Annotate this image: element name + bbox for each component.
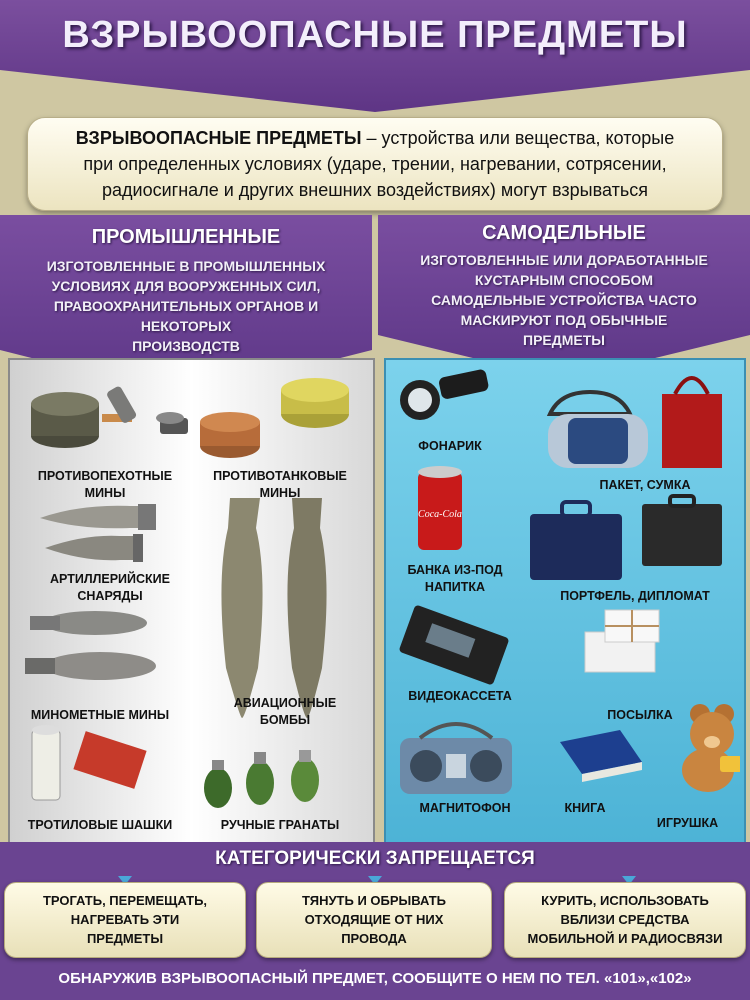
label-line: БАНКА ИЗ-ПОД <box>407 563 503 577</box>
label-recorder: МАГНИТОФОН <box>419 801 511 815</box>
box-line: НАГРЕВАТЬ ЭТИ <box>70 912 180 927</box>
industrial-desc-line: УСЛОВИЯХ ДЛЯ ВООРУЖЕННЫХ СИЛ, <box>51 278 321 294</box>
forbidden-box-1 <box>4 882 246 958</box>
radio-icon <box>400 724 512 794</box>
label-line: МИНЫ <box>259 486 301 500</box>
shell-icon <box>40 504 156 562</box>
forbidden-box-2 <box>256 882 492 958</box>
box-line: ПРЕДМЕТЫ <box>86 931 164 946</box>
industrial-desc-line: ИЗГОТОВЛЕННЫЕ В ПРОМЫШЛЕННЫХ <box>46 258 326 274</box>
industrial-description <box>0 256 372 356</box>
label-mortar: МИНОМЕТНЫЕ МИНЫ <box>30 708 170 722</box>
homemade-heading: САМОДЕЛЬНЫЕ <box>482 222 646 244</box>
shell-icon <box>25 611 156 680</box>
label-briefcase: ПОРТФЕЛЬ, ДИПЛОМАТ <box>560 589 710 603</box>
homemade-desc-line: МАСКИРУЮТ ПОД ОБЫЧНЫЕ <box>460 312 668 328</box>
bag-icon <box>548 378 722 468</box>
box-line: КУРИТЬ, ИСПОЛЬЗОВАТЬ <box>541 893 709 908</box>
label-bombs <box>200 695 370 729</box>
forbidden-heading: КАТЕГОРИЧЕСКИ ЗАПРЕЩАЕТСЯ <box>215 848 535 869</box>
label-antitank <box>190 468 370 502</box>
label-line: ПРОТИВОПЕХОТНЫЕ <box>37 469 173 483</box>
label-parcel: ПОСЫЛКА <box>607 708 673 722</box>
homemade-desc-line: ПРЕДМЕТЫ <box>523 332 605 348</box>
page-title: ВЗРЫВООПАСНЫЕ ПРЕДМЕТЫ <box>62 14 688 56</box>
label-cassette: ВИДЕОКАССЕТА <box>408 689 512 703</box>
tnt-icon <box>32 725 147 800</box>
label-artillery <box>20 571 200 605</box>
definition-line-3: радиосигнале и других внешних воздействиях) могут взрываться <box>102 180 648 200</box>
mine-icon <box>200 378 349 458</box>
label-line: БОМБЫ <box>259 713 311 727</box>
label-antipersonnel <box>20 468 190 502</box>
label-bag: ПАКЕТ, СУМКА <box>599 478 691 492</box>
label-book: КНИГА <box>564 801 606 815</box>
industrial-heading: ПРОМЫШЛЕННЫЕ <box>91 226 281 248</box>
footer-notice: ОБНАРУЖИВ ВЗРЫВООПАСНЫЙ ПРЕДМЕТ, СООБЩИТЕ О НЕМ ПО ТЕЛ. «101»,«102» <box>58 970 692 987</box>
box-line: ОТХОДЯЩИЕ ОТ НИХ <box>304 912 444 927</box>
homemade-desc-line: САМОДЕЛЬНЫЕ УСТРОЙСТВА ЧАСТО <box>431 292 697 308</box>
flashlight-icon <box>400 368 489 420</box>
box-line: ВБЛИЗИ СРЕДСТВА <box>560 912 690 927</box>
box-line: ТЯНУТЬ И ОБРЫВАТЬ <box>301 893 447 908</box>
label-line: НАПИТКА <box>424 580 486 594</box>
box-line: ТРОГАТЬ, ПЕРЕМЕЩАТЬ, <box>42 893 208 908</box>
label-tnt: ТРОТИЛОВЫЕ ШАШКИ <box>27 818 173 832</box>
definition-line-1: – устройства или вещества, которые <box>361 128 675 148</box>
label-grenades: РУЧНЫЕ ГРАНАТЫ <box>220 818 340 832</box>
industrial-desc-line: ПРАВООХРАНИТЕЛЬНЫХ ОРГАНОВ И <box>53 298 319 314</box>
industrial-desc-line: НЕКОТОРЫХ <box>140 318 232 334</box>
box-line: ПРОВОДА <box>341 931 407 946</box>
svg-text:Coca-Cola: Coca-Cola <box>418 509 462 520</box>
bomb-icon <box>221 498 326 718</box>
definition-term: ВЗРЫВООПАСНЫЕ ПРЕДМЕТЫ <box>75 128 362 148</box>
mine-icon <box>31 385 188 448</box>
definition-text <box>40 125 710 203</box>
book-icon <box>560 730 642 782</box>
label-line: СНАРЯДЫ <box>77 589 143 603</box>
label-line: АРТИЛЛЕРИЙСКИЕ <box>50 572 170 586</box>
label-line: АВИАЦИОННЫЕ <box>233 696 337 710</box>
homemade-description <box>378 250 750 350</box>
definition-line-2: при определенных условиях (ударе, трении, нагревании, сотрясении, <box>83 154 667 174</box>
label-can <box>390 562 520 596</box>
forbidden-box-3 <box>504 882 746 958</box>
briefcase-icon <box>530 496 722 580</box>
homemade-desc-line: ИЗГОТОВЛЕННЫЕ ИЛИ ДОРАБОТАННЫЕ <box>420 252 708 268</box>
parcel-icon <box>585 610 659 672</box>
homemade-desc-line: КУСТАРНЫМ СПОСОБОМ <box>474 272 654 288</box>
label-line: МИНЫ <box>84 486 126 500</box>
label-toy: ИГРУШКА <box>656 816 719 830</box>
box-line: МОБИЛЬНОЙ И РАДИОСВЯЗИ <box>527 931 723 946</box>
label-flashlight: ФОНАРИК <box>418 439 482 453</box>
can-icon <box>418 466 462 550</box>
industrial-illustrations <box>20 378 370 838</box>
cassette-icon <box>398 604 509 685</box>
grenade-icon <box>204 750 319 808</box>
industrial-desc-line: ПРОИЗВОДСТВ <box>132 338 240 354</box>
label-line: ПРОТИВОТАНКОВЫЕ <box>213 469 347 483</box>
